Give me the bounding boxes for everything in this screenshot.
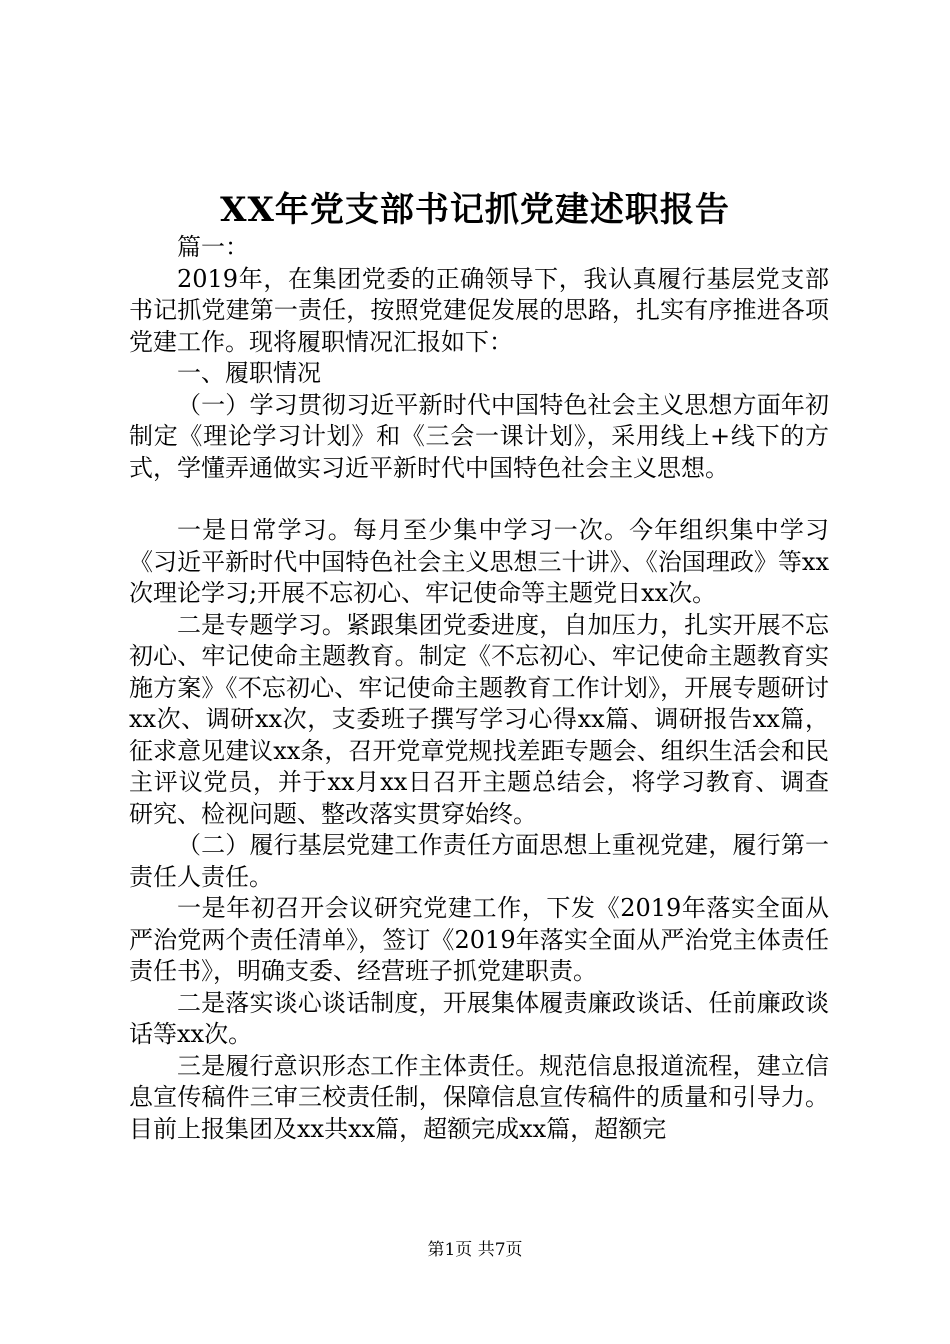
paragraph-study-thought: （一）学习贯彻习近平新时代中国特色社会主义思想方面年初制定《理论学习计划》和《三会一课计划》，采用线上+线下的方式，学懂弄通做实习近平新时代中国特色社会主义思想。 xyxy=(129,390,829,482)
paragraph-annual-meeting: 一是年初召开会议研究党建工作，下发《2019年落实全面从严治党两个责任清单》，签订《2019年落实全面从严治党主体责任责任书》，明确支委、经营班子抓党建职责。 xyxy=(129,894,829,985)
paragraph-ideology-work: 三是履行意识形态工作主体责任。规范信息报道流程，建立信息宣传稿件三审三校责任制，保障信息宣传稿件的质量和引导力。目前上报集团及xx共xx篇，超额完成xx篇，超额完 xyxy=(129,1051,829,1143)
paragraph-daily-study: 一是日常学习。每月至少集中学习一次。今年组织集中学习《习近平新时代中国特色社会主义思想三十讲》、《治国理政》等xx次理论学习;开展不忘初心、牢记使命等主题党日xx次。 xyxy=(129,516,829,607)
document-title: XX年党支部书记抓党建述职报告 xyxy=(220,190,730,230)
document-body xyxy=(129,232,829,1145)
paragraph-talk-system: 二是落实谈心谈话制度，开展集体履责廉政谈话、任前廉政谈话等xx次。 xyxy=(129,988,829,1048)
paragraph-special-study: 二是专题学习。紧跟集团党委进度，自加压力，扎实开展不忘初心、牢记使命主题教育。制定《不忘初心、牢记使命主题教育实施方案》《不忘初心、牢记使命主题教育工作计划》，开展专题研讨xx次、调研xx次，支委班子撰写学习心得xx篇、调研报告xx篇，征求意见建议xx条，召开党章党规找差距专题会、组织生活会和民主评议党员，并于xx月xx日召开主题总结会，将学习教育、调查研究、检视问题、整改落实贯穿始终。 xyxy=(129,610,829,828)
paragraph-intro: 2019年，在集团党委的正确领导下，我认真履行基层党支部书记抓党建第一责任，按照党建促发展的思路，扎实有序推进各项党建工作。现将履职情况汇报如下： xyxy=(129,264,829,356)
heading-duty-performance: 一、履职情况 xyxy=(177,359,321,387)
paragraph-party-building-responsibility: （二）履行基层党建工作责任方面思想上重视党建，履行第一责任人责任。 xyxy=(129,831,829,891)
paragraph-section-label: 篇一： xyxy=(177,233,249,261)
page-footer: 第1页 共7页 xyxy=(427,1240,523,1260)
